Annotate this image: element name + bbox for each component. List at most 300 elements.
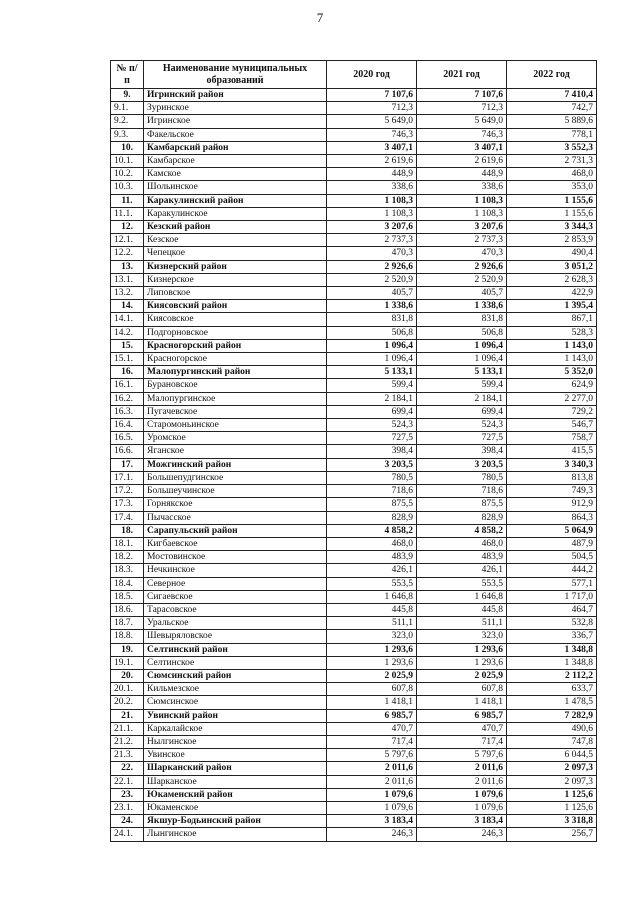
municipality-name: Шарканский район — [144, 762, 327, 775]
value-2021: 1 338,6 — [417, 300, 507, 313]
value-2020: 712,3 — [327, 102, 417, 115]
value-2022: 729,2 — [507, 405, 597, 418]
district-row — [111, 458, 597, 471]
settlement-row — [111, 155, 597, 168]
value-2020: 607,8 — [327, 683, 417, 696]
settlement-row — [111, 735, 597, 748]
row-number: 18.7. — [111, 617, 144, 630]
value-2022: 532,8 — [507, 617, 597, 630]
district-row — [111, 221, 597, 234]
settlement-row — [111, 102, 597, 115]
municipality-name: Красногорский район — [144, 339, 327, 352]
municipality-name: Киясовское — [144, 313, 327, 326]
municipality-name: Камбарское — [144, 155, 327, 168]
value-2021: 607,8 — [417, 683, 507, 696]
settlement-row — [111, 115, 597, 128]
value-2020: 524,3 — [327, 419, 417, 432]
municipality-name: Сюмсинское — [144, 696, 327, 709]
value-2021: 727,5 — [417, 432, 507, 445]
municipality-name: Уромское — [144, 432, 327, 445]
value-2021: 4 858,2 — [417, 524, 507, 537]
value-2021: 1 646,8 — [417, 590, 507, 603]
value-2022: 504,5 — [507, 551, 597, 564]
municipality-name: Якшур-Бодьинский район — [144, 815, 327, 828]
value-2021: 2 025,9 — [417, 669, 507, 682]
row-number: 9.2. — [111, 115, 144, 128]
value-2020: 7 107,6 — [327, 89, 417, 102]
settlement-row — [111, 603, 597, 616]
value-2022: 422,9 — [507, 287, 597, 300]
municipality-name: Чепецкое — [144, 247, 327, 260]
district-row — [111, 643, 597, 656]
district-row — [111, 89, 597, 102]
value-2022: 5 064,9 — [507, 524, 597, 537]
value-2020: 1 418,1 — [327, 696, 417, 709]
value-2020: 831,8 — [327, 313, 417, 326]
value-2022: 867,1 — [507, 313, 597, 326]
district-row — [111, 762, 597, 775]
row-number: 18.8. — [111, 630, 144, 643]
value-2020: 828,9 — [327, 511, 417, 524]
value-2020: 553,5 — [327, 577, 417, 590]
settlement-row — [111, 207, 597, 220]
value-2021: 5 649,0 — [417, 115, 507, 128]
municipality-name: Красногорское — [144, 353, 327, 366]
settlement-row — [111, 577, 597, 590]
district-row — [111, 815, 597, 828]
value-2020: 398,4 — [327, 445, 417, 458]
municipality-name: Кезский район — [144, 221, 327, 234]
municipality-name: Юкаменский район — [144, 788, 327, 801]
municipality-name: Юкаменское — [144, 801, 327, 814]
row-number: 23.1. — [111, 801, 144, 814]
value-2021: 712,3 — [417, 102, 507, 115]
value-2022: 2 097,3 — [507, 762, 597, 775]
value-2022: 633,7 — [507, 683, 597, 696]
municipality-name: Пугачевское — [144, 405, 327, 418]
row-number: 23. — [111, 788, 144, 801]
row-number: 18.3. — [111, 564, 144, 577]
value-2022: 3 051,2 — [507, 260, 597, 273]
settlement-row — [111, 485, 597, 498]
district-row — [111, 524, 597, 537]
value-2021: 511,1 — [417, 617, 507, 630]
value-2021: 246,3 — [417, 828, 507, 841]
row-number: 17.2. — [111, 485, 144, 498]
value-2020: 717,4 — [327, 735, 417, 748]
value-2020: 1 096,4 — [327, 339, 417, 352]
municipality-name: Селтинское — [144, 656, 327, 669]
row-number: 16.6. — [111, 445, 144, 458]
settlement-row — [111, 498, 597, 511]
settlement-row — [111, 168, 597, 181]
value-2020: 1 079,6 — [327, 801, 417, 814]
value-2020: 3 203,5 — [327, 458, 417, 471]
value-2021: 718,6 — [417, 485, 507, 498]
municipality-name: Сарапульский район — [144, 524, 327, 537]
value-2020: 3 407,1 — [327, 141, 417, 154]
municipality-name: Мостовинское — [144, 551, 327, 564]
value-2020: 2 619,6 — [327, 155, 417, 168]
value-2022: 1 143,0 — [507, 339, 597, 352]
value-2021: 483,9 — [417, 551, 507, 564]
settlement-row — [111, 353, 597, 366]
value-2020: 468,0 — [327, 537, 417, 550]
value-2020: 718,6 — [327, 485, 417, 498]
settlement-row — [111, 273, 597, 286]
municipality-name: Увинский район — [144, 709, 327, 722]
municipality-name: Камское — [144, 168, 327, 181]
settlement-row — [111, 617, 597, 630]
value-2022: 1 478,5 — [507, 696, 597, 709]
value-2022: 2 097,3 — [507, 775, 597, 788]
municipality-name: Можгинский район — [144, 458, 327, 471]
value-2022: 864,3 — [507, 511, 597, 524]
value-2020: 2 011,6 — [327, 762, 417, 775]
value-2021: 2 011,6 — [417, 775, 507, 788]
settlement-row — [111, 419, 597, 432]
row-number: 21.2. — [111, 735, 144, 748]
row-number: 22.1. — [111, 775, 144, 788]
value-2021: 2 184,1 — [417, 392, 507, 405]
value-2022: 256,7 — [507, 828, 597, 841]
value-2020: 1 293,6 — [327, 656, 417, 669]
value-2022: 1 395,4 — [507, 300, 597, 313]
value-2022: 577,1 — [507, 577, 597, 590]
row-number: 13.1. — [111, 273, 144, 286]
value-2020: 405,7 — [327, 287, 417, 300]
row-number: 14.1. — [111, 313, 144, 326]
value-2020: 3 207,6 — [327, 221, 417, 234]
value-2022: 490,6 — [507, 722, 597, 735]
value-2020: 511,1 — [327, 617, 417, 630]
row-number: 14. — [111, 300, 144, 313]
value-2022: 1 717,0 — [507, 590, 597, 603]
value-2020: 5 649,0 — [327, 115, 417, 128]
settlement-row — [111, 749, 597, 762]
municipality-name: Кезское — [144, 234, 327, 247]
value-2022: 444,2 — [507, 564, 597, 577]
header-number: № п/п — [111, 61, 144, 89]
settlement-row — [111, 128, 597, 141]
value-2021: 445,8 — [417, 603, 507, 616]
row-number: 15.1. — [111, 353, 144, 366]
settlement-row — [111, 828, 597, 841]
municipality-name: Шевыряловское — [144, 630, 327, 643]
row-number: 16.5. — [111, 432, 144, 445]
value-2022: 2 112,2 — [507, 669, 597, 682]
municipality-name: Кильмезское — [144, 683, 327, 696]
settlement-row — [111, 405, 597, 418]
row-number: 17.1. — [111, 471, 144, 484]
row-number: 22. — [111, 762, 144, 775]
row-number: 17.4. — [111, 511, 144, 524]
value-2022: 3 318,8 — [507, 815, 597, 828]
row-number: 11. — [111, 194, 144, 207]
municipality-name: Уральское — [144, 617, 327, 630]
row-number: 10.1. — [111, 155, 144, 168]
value-2022: 468,0 — [507, 168, 597, 181]
settlement-row — [111, 181, 597, 194]
value-2020: 699,4 — [327, 405, 417, 418]
district-row — [111, 300, 597, 313]
municipality-name: Кигбаевское — [144, 537, 327, 550]
header-name: Наименование муниципальных образований — [144, 61, 327, 89]
municipality-name: Каракулинское — [144, 207, 327, 220]
value-2021: 5 133,1 — [417, 366, 507, 379]
value-2020: 1 646,8 — [327, 590, 417, 603]
value-2021: 553,5 — [417, 577, 507, 590]
value-2020: 2 737,3 — [327, 234, 417, 247]
value-2021: 426,1 — [417, 564, 507, 577]
settlement-row — [111, 683, 597, 696]
row-number: 16.1. — [111, 379, 144, 392]
value-2020: 746,3 — [327, 128, 417, 141]
value-2021: 831,8 — [417, 313, 507, 326]
value-2020: 727,5 — [327, 432, 417, 445]
value-2020: 2 011,6 — [327, 775, 417, 788]
value-2022: 415,5 — [507, 445, 597, 458]
value-2022: 742,7 — [507, 102, 597, 115]
value-2020: 2 926,6 — [327, 260, 417, 273]
row-number: 24.1. — [111, 828, 144, 841]
municipality-name: Каркалайское — [144, 722, 327, 735]
district-row — [111, 366, 597, 379]
municipality-name: Лынгинское — [144, 828, 327, 841]
value-2021: 599,4 — [417, 379, 507, 392]
row-number: 18.6. — [111, 603, 144, 616]
value-2021: 1 079,6 — [417, 788, 507, 801]
value-2020: 246,3 — [327, 828, 417, 841]
row-number: 18. — [111, 524, 144, 537]
value-2020: 470,7 — [327, 722, 417, 735]
district-row — [111, 669, 597, 682]
row-number: 21.1. — [111, 722, 144, 735]
value-2021: 1 293,6 — [417, 643, 507, 656]
value-2020: 2 025,9 — [327, 669, 417, 682]
municipality-name: Увинское — [144, 749, 327, 762]
municipality-name: Тарасовское — [144, 603, 327, 616]
value-2022: 1 155,6 — [507, 194, 597, 207]
municipality-name: Киясовский район — [144, 300, 327, 313]
value-2021: 5 797,6 — [417, 749, 507, 762]
value-2020: 1 096,4 — [327, 353, 417, 366]
value-2022: 5 352,0 — [507, 366, 597, 379]
municipality-name: Кизнерское — [144, 273, 327, 286]
value-2022: 2 628,3 — [507, 273, 597, 286]
header-2022: 2022 год — [507, 61, 597, 89]
row-number: 12.2. — [111, 247, 144, 260]
municipality-name: Шарканское — [144, 775, 327, 788]
row-number: 10.2. — [111, 168, 144, 181]
header-row — [111, 61, 597, 89]
municipality-name: Игринское — [144, 115, 327, 128]
row-number: 12. — [111, 221, 144, 234]
municipality-name: Яганское — [144, 445, 327, 458]
value-2021: 746,3 — [417, 128, 507, 141]
row-number: 17. — [111, 458, 144, 471]
value-2022: 5 889,6 — [507, 115, 597, 128]
value-2021: 405,7 — [417, 287, 507, 300]
value-2022: 2 277,0 — [507, 392, 597, 405]
value-2022: 1 348,8 — [507, 656, 597, 669]
value-2020: 1 079,6 — [327, 788, 417, 801]
value-2020: 506,8 — [327, 326, 417, 339]
value-2021: 1 418,1 — [417, 696, 507, 709]
table-header — [111, 61, 597, 89]
settlement-row — [111, 471, 597, 484]
municipality-name: Липовское — [144, 287, 327, 300]
row-number: 18.4. — [111, 577, 144, 590]
municipality-name: Бурановское — [144, 379, 327, 392]
value-2021: 828,9 — [417, 511, 507, 524]
value-2022: 528,3 — [507, 326, 597, 339]
value-2021: 448,9 — [417, 168, 507, 181]
municipality-name: Сюмсинский район — [144, 669, 327, 682]
value-2021: 7 107,6 — [417, 89, 507, 102]
row-number: 21.3. — [111, 749, 144, 762]
value-2021: 1 293,6 — [417, 656, 507, 669]
row-number: 10.3. — [111, 181, 144, 194]
value-2021: 3 183,4 — [417, 815, 507, 828]
row-number: 12.1. — [111, 234, 144, 247]
municipality-name: Большепудгинское — [144, 471, 327, 484]
row-number: 16.3. — [111, 405, 144, 418]
value-2021: 2 011,6 — [417, 762, 507, 775]
value-2022: 464,7 — [507, 603, 597, 616]
value-2022: 336,7 — [507, 630, 597, 643]
value-2022: 1 125,6 — [507, 788, 597, 801]
row-number: 13.2. — [111, 287, 144, 300]
value-2022: 3 344,3 — [507, 221, 597, 234]
municipality-name: Каракулинский район — [144, 194, 327, 207]
value-2020: 445,8 — [327, 603, 417, 616]
value-2021: 524,3 — [417, 419, 507, 432]
municipality-name: Горнякское — [144, 498, 327, 511]
municipality-name: Северное — [144, 577, 327, 590]
row-number: 18.2. — [111, 551, 144, 564]
value-2020: 3 183,4 — [327, 815, 417, 828]
municipality-name: Факельское — [144, 128, 327, 141]
page-number: 7 — [316, 10, 324, 25]
value-2020: 5 797,6 — [327, 749, 417, 762]
value-2021: 468,0 — [417, 537, 507, 550]
value-2021: 780,5 — [417, 471, 507, 484]
settlement-row — [111, 564, 597, 577]
value-2020: 426,1 — [327, 564, 417, 577]
value-2021: 470,7 — [417, 722, 507, 735]
municipality-name: Подгорновское — [144, 326, 327, 339]
municipality-name: Игринский район — [144, 89, 327, 102]
value-2021: 3 203,5 — [417, 458, 507, 471]
municipality-name: Нылгинское — [144, 735, 327, 748]
value-2021: 2 926,6 — [417, 260, 507, 273]
value-2021: 1 096,4 — [417, 353, 507, 366]
value-2020: 323,0 — [327, 630, 417, 643]
value-2021: 875,5 — [417, 498, 507, 511]
district-row — [111, 339, 597, 352]
settlement-row — [111, 630, 597, 643]
row-number: 16.4. — [111, 419, 144, 432]
row-number: 16.2. — [111, 392, 144, 405]
row-number: 19. — [111, 643, 144, 656]
value-2022: 749,3 — [507, 485, 597, 498]
settlement-row — [111, 234, 597, 247]
value-2021: 3 407,1 — [417, 141, 507, 154]
value-2022: 487,9 — [507, 537, 597, 550]
row-number: 9.1. — [111, 102, 144, 115]
settlement-row — [111, 287, 597, 300]
table-body — [111, 89, 597, 842]
district-row — [111, 260, 597, 273]
value-2022: 813,8 — [507, 471, 597, 484]
row-number: 18.5. — [111, 590, 144, 603]
row-number: 19.1. — [111, 656, 144, 669]
value-2022: 7 282,9 — [507, 709, 597, 722]
settlement-row — [111, 445, 597, 458]
settlement-row — [111, 722, 597, 735]
value-2021: 1 108,3 — [417, 207, 507, 220]
budget-table — [110, 60, 597, 842]
value-2021: 2 520,9 — [417, 273, 507, 286]
municipality-name: Большеучинское — [144, 485, 327, 498]
municipality-name: Старомоньинское — [144, 419, 327, 432]
district-row — [111, 788, 597, 801]
value-2022: 1 143,0 — [507, 353, 597, 366]
value-2020: 5 133,1 — [327, 366, 417, 379]
value-2021: 1 108,3 — [417, 194, 507, 207]
row-number: 20.1. — [111, 683, 144, 696]
value-2020: 2 184,1 — [327, 392, 417, 405]
value-2022: 546,7 — [507, 419, 597, 432]
value-2020: 2 520,9 — [327, 273, 417, 286]
municipality-name: Малопургинский район — [144, 366, 327, 379]
row-number: 17.3. — [111, 498, 144, 511]
value-2020: 4 858,2 — [327, 524, 417, 537]
settlement-row — [111, 775, 597, 788]
value-2022: 490,4 — [507, 247, 597, 260]
settlement-row — [111, 379, 597, 392]
settlement-row — [111, 432, 597, 445]
value-2021: 3 207,6 — [417, 221, 507, 234]
header-2020: 2020 год — [327, 61, 417, 89]
row-number: 21. — [111, 709, 144, 722]
municipality-name: Кизнерский район — [144, 260, 327, 273]
value-2020: 338,6 — [327, 181, 417, 194]
value-2020: 483,9 — [327, 551, 417, 564]
value-2020: 1 338,6 — [327, 300, 417, 313]
settlement-row — [111, 247, 597, 260]
settlement-row — [111, 326, 597, 339]
row-number: 20.2. — [111, 696, 144, 709]
value-2022: 912,9 — [507, 498, 597, 511]
value-2022: 1 155,6 — [507, 207, 597, 220]
settlement-row — [111, 313, 597, 326]
district-row — [111, 709, 597, 722]
row-number: 16. — [111, 366, 144, 379]
municipality-name: Камбарский район — [144, 141, 327, 154]
municipality-name: Пычасское — [144, 511, 327, 524]
row-number: 9.3. — [111, 128, 144, 141]
settlement-row — [111, 551, 597, 564]
value-2021: 699,4 — [417, 405, 507, 418]
value-2020: 448,9 — [327, 168, 417, 181]
value-2022: 1 348,8 — [507, 643, 597, 656]
value-2020: 1 108,3 — [327, 194, 417, 207]
municipality-name: Зуринское — [144, 102, 327, 115]
value-2020: 6 985,7 — [327, 709, 417, 722]
settlement-row — [111, 392, 597, 405]
